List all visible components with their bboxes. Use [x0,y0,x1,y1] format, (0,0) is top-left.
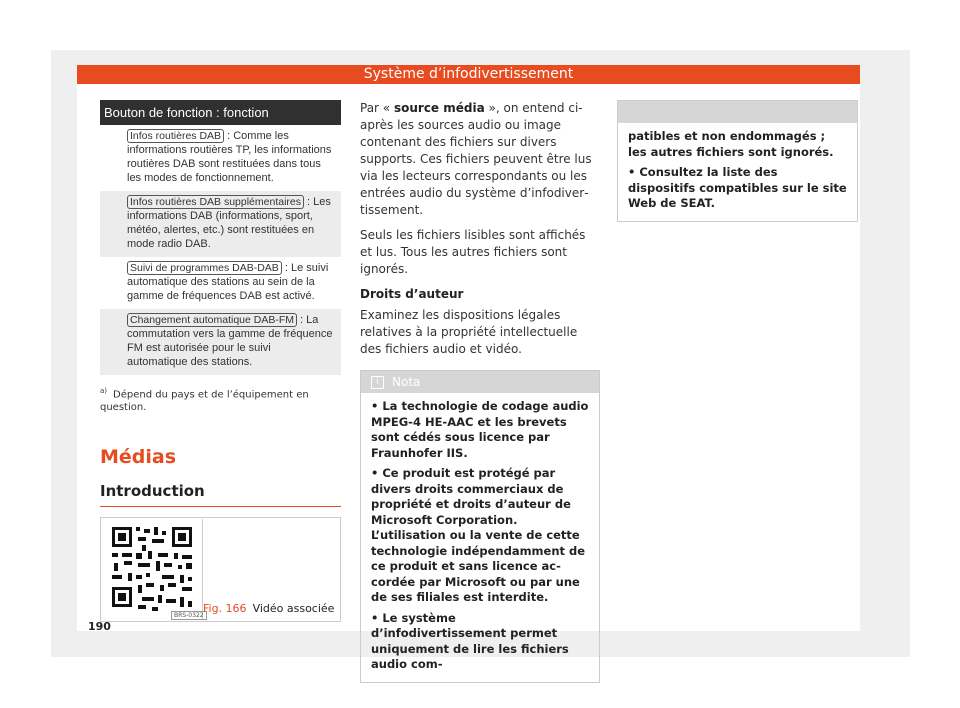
footnote-mark: a) [100,387,108,395]
list-item-text: Ce produit est protégé par divers droits commerciaux de propriété et droits d’auteur de Microsoft Corporation. L’utilisation ou la vente de cette technologie indépendamment de ce produit et sans licence accordée par Microsoft ou par une de ses filiales est interdite. [371,466,586,604]
table-row [100,309,341,375]
list-item-text: Le système d’infodivertissement permet uniquement de lire les fichiers audio com- [371,610,569,671]
row-text: : Les informations DAB (informations, sport, météo, alertes, etc.) sont restituées en mode radio DAB. [127,196,331,250]
list-item: • La technologie de codage audio MPEG-4 HE-AAC et les brevets sont cédés sous licence par Fraunhofer IIS. [371,399,589,460]
figure-code: BRS-0322 [171,611,207,620]
list-item-text: Consultez la liste des dispositifs compatibles sur le site Web de SEAT. [628,165,847,210]
table-row [100,125,341,191]
left-column [100,100,341,622]
list-item-text: La technologie de codage audio MPEG-4 HE-AAC et les brevets sont cédés sous licence par Fraunhofer IIS. [371,399,589,460]
figure-caption-text: Vidéo associée [252,602,335,616]
table-heading: Bouton de fonction : fonction [100,100,341,125]
table-row [100,257,341,309]
footnote [100,385,341,414]
text: Par « [360,101,394,115]
function-button-label: Infos routières DAB [127,129,224,143]
paragraph: Examinez les dispositions légales relatives à la propriété intellectuelle des fichiers audio et vidéo. [360,308,578,356]
function-button-label: Suivi de programmes DAB-DAB [127,261,282,275]
figure-box [100,517,341,622]
subheading: Droits d’auteur [360,287,464,301]
chapter-header: Système d’infodivertissement [77,65,860,84]
function-button-label: Infos routières DAB supplémentaires [127,195,304,209]
list-item: • Consultez la liste des dispositifs compatibles sur le site Web de SEAT. [628,165,847,210]
nota-body [618,123,857,221]
figure-caption [203,602,334,615]
row-text: : La commutation vers la gamme de fréquence FM est autorisée pour le suivi automatique des stations. [127,314,333,368]
text: », on entend ci-après les sources audio ou image contenant des fichiers sur divers supports. Ces fichiers peuvent être lus via les lecteurs correspondants ou les entrées audio du système d’infodivertissement. [360,101,592,217]
page-number: 190 [88,620,111,633]
figure-number: Fig. 166 [203,602,247,616]
paragraph [360,100,600,219]
nota-body [361,393,599,682]
function-button-label: Changement automatique DAB-FM [127,313,297,327]
section-title: Médias [100,446,177,469]
middle-column [360,100,600,683]
list-item: • Le système d’infodivertissement permet uniquement de lire les fichiers audio com- [371,610,569,671]
right-column [617,100,858,222]
nota-box [360,370,600,683]
row-text: : Comme les informations routières TP, les informations routières DAB sont restituées dans tous les modes de fonctionnement. [127,130,332,184]
info-icon: i [371,376,384,389]
footnote-text: Dépend du pays et de l’équipement en question. [100,389,309,414]
nota-title: Nota [392,375,421,389]
bold-term: source média [393,101,485,115]
nota-header [361,371,599,393]
qr-code-image [102,519,203,619]
section-subtitle: Introduction [100,482,341,507]
list-item-continued: patibles et non endommagés ; les autres fichiers sont ignorés. [628,129,834,159]
paragraph: Seuls les fichiers lisibles sont affichés et lus. Tous les autres fichiers sont ignorés. [360,228,586,276]
table-row [100,191,341,257]
nota-box-continued [617,100,858,222]
nota-header [618,101,857,123]
row-text: : Le suivi automatique des stations au sein de la gamme de fréquences DAB est activé. [127,262,329,302]
list-item: • Ce produit est protégé par divers droits commerciaux de propriété et droits d’auteur de Microsoft Corporation. L’utilisation ou la vente de cette technologie indépendamment de ce produit et sans licence accordée par Microsoft ou par une de ses filiales est interdite. [371,466,586,604]
